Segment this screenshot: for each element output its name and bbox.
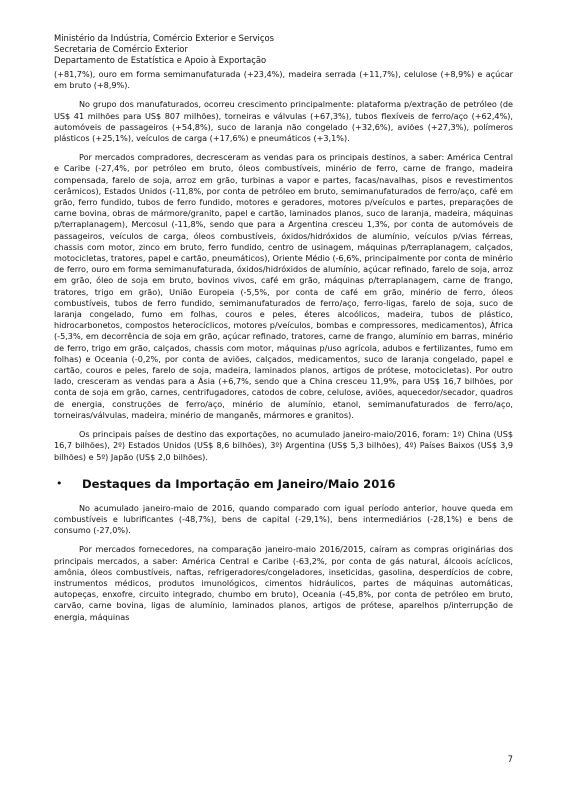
paragraph-import-categories: No acumulado janeiro-maio de 2016, quando comparado com igual período anterior, houve queda em combustíveis e lubrificantes (-48,7%), bens de capital (-29,1%), bens intermediários (-28,1%) e bens de consumo (-27,0%). xyxy=(54,502,513,536)
paragraph-supplier-markets: Por mercados fornecedores, na comparação janeiro-maio 2016/2015, caíram as compras originárias dos principais mercados, a saber: América Central e Caribe (-63,2%, por conta de gás natural, álcoois acíclicos, amônia, óleos combustíveis, naftas, refrigeradores/congeladores, inseticidas, gasolina, desperdícios de cobre, instrumentos médicos, produtos imunológicos, cimentos hidráulicos, partes de máquinas automáticas, autopeças, enxofre, circuito integrado, chumbo em bruto), Oceania (-45,8%, por conta de petróleo em bruto, carvão, carne bovina, ligas de alumínio, laminados planos, artigos de prótese, aparelhos p/interrupção de energia, máquinas xyxy=(54,544,513,622)
section-heading-imports xyxy=(54,477,513,491)
paragraph-buyer-markets: Por mercados compradores, decresceram as vendas para os principais destinos, a saber: América Central e Caribe (-27,4%, por petróleo em bruto, óleos combustíveis, minério de ferro, carne de frango, madeira compensada, farelo de soja, arroz em grão, turbinas a vapor e partes, facas/navalhas, pisos e revestimentos cerâmicos), Estados Unidos (-11,8%, por conta de petróleo em bruto, semimanufaturados de ferro/aço, café em grão, ferro fundido, tubos de ferro fundido, motores e geradores, motores p/veículos e partes, preparações de carne bovina, obras de mármore/granito, papel e cartão, laminados planos, suco de laranja, madeira, máquinas p/terraplanagem), Mercosul (-11,8%, sendo que para a Argentina cresceu 1,3%, por conta de automóveis de passageiros, veículos de carga, óleos combustíveis, óxidos/hidróxidos de alumínio, veículos p/vias férreas, chassis com motor, zinco em bruto, ferro fundido, centro de usinagem, máquinas p/terraplanagem, calçados, motocicletas, tratores, papel e cartão, pneumáticos), Oriente Médio (-6,6%, principalmente por conta de minério de ferro, ouro em forma semimanufaturada, óxidos/hidróxidos de alumínio, açúcar refinado, farelo de soja, arroz em grão, óleo de soja em bruto, bovinos vivos, café em grão, máquinas p/terraplanagem, carne de frango, tratores, trigo em grão), União Europeia (-5,5%, por conta de café em grão, minério de ferro, óleos combustíveis, tubos de ferro fundido, semimanufaturados de ferro/aço, ferro-ligas, farelo de soja, suco de laranja congelado, fumo em folhas, couros e peles, éteres alcoólicos, madeira, tubos de plástico, hidrocarbonetos, compostos heterocíclicos, motores p/veículos, bombas e compressores, medicamentos), África (-5,3%, em decorrência de soja em grão, açúcar refinado, tratores, carne de frango, alumínio em barras, minério de ferro, trigo em grão, calçados, chassis com motor, máquinas p/uso agrícola, adubos e fertilizantes, fumo em folhas) e Oceania (-0,2%, por conta de aviões, calçados, medicamentos, suco de laranja congelado, papel e cartão, couros e peles, farelo de soja, madeira, laminados planos, artigos de prótese, motocicletas). Por outro lado, cresceram as vendas para a Ásia (+6,7%, sendo que a China cresceu 11,9%, para US$ 16,7 bilhões, por conta de soja em grão, carnes, centrifugadores, catodos de cobre, celulose, aviões, aquecedor/secador, quadros de energia, construções de ferro/aço, minério de alumínio, etanol, semimanufaturados de ferro/aço, torneiras/válvulas, madeira, minério de manganês, mármores e granitos). xyxy=(54,152,513,420)
page-number: 7 xyxy=(507,754,513,764)
header-department: Departamento de Estatística e Apoio à Exportação xyxy=(54,55,267,65)
document-header xyxy=(54,33,274,66)
header-ministry: Ministério da Indústria, Comércio Exterior e Serviços xyxy=(54,33,274,43)
section-title: Destaques da Importação em Janeiro/Maio 2016 xyxy=(82,476,396,491)
header-secretariat: Secretaria de Comércio Exterior xyxy=(54,44,188,54)
paragraph-destination-countries: Os principais países de destino das exportações, no acumulado janeiro-maio/2016, foram: 1º) China (US$ 16,7 bilhões), 2º) Estados Unidos (US$ 8,6 bilhões), 3º) Argentina (US$ 5,3 bilhões), 4º) Países Baixos (US$ 3,9 bilhões) e 5º) Japão (US$ 2,0 bilhões). xyxy=(54,429,513,462)
document-body xyxy=(54,69,513,631)
bullet-icon: • xyxy=(56,477,63,491)
paragraph-basic-products: (+81,7%), ouro em forma semimanufaturada (+23,4%), madeira serrada (+11,7%), celulose (+8,9%) e açúcar em bruto (+8,9%). xyxy=(54,69,513,91)
paragraph-manufactured: No grupo dos manufaturados, ocorreu crescimento principalmente: plataforma p/extração de petróleo (de US$ 41 milhões para US$ 807 milhões), torneiras e válvulas (+67,3%), tubos flexíveis de ferro/aço (+62,4%), automóveis de passageiros (+54,8%), suco de laranja não congelado (+32,6%), aviões (+27,3%), polímeros plásticos (+25,1%), veículos de carga (+17,6%) e pneumáticos (+3,1%). xyxy=(54,99,513,144)
